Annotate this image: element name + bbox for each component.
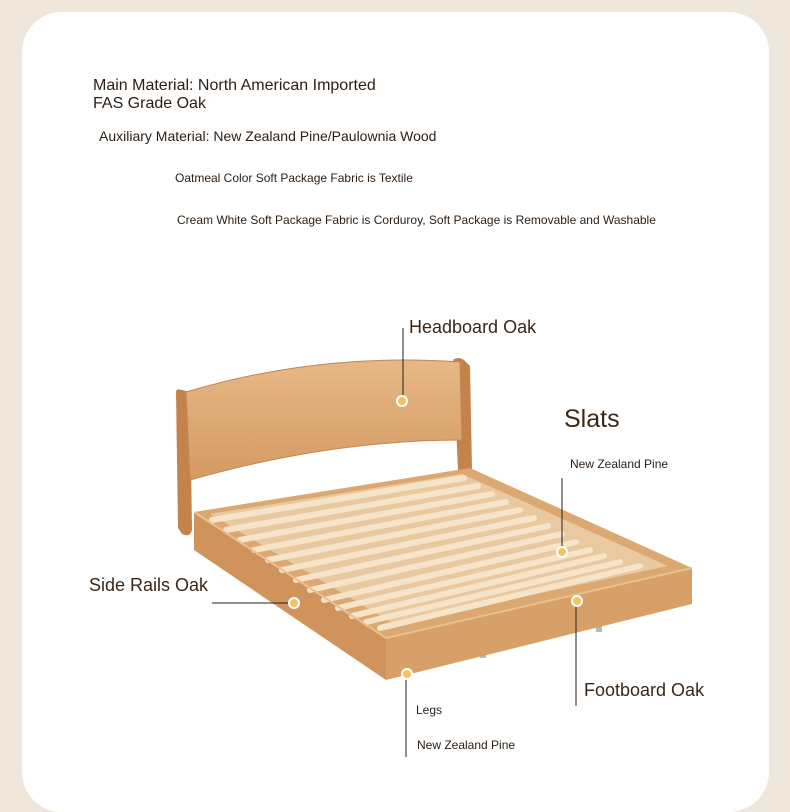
- auxiliary-material-text: Auxiliary Material: New Zealand Pine/Paulownia Wood: [99, 128, 437, 144]
- main-material-line-2: FAS Grade Oak: [93, 95, 206, 112]
- legs-label: Legs: [416, 703, 443, 717]
- side-rails-label: Side Rails Oak: [89, 575, 209, 595]
- headboard-panel: [186, 360, 462, 480]
- slats-label: Slats: [564, 405, 620, 433]
- footboard-label: Footboard Oak: [584, 680, 705, 700]
- legs-material-label: New Zealand Pine: [417, 738, 516, 752]
- main-material-line-1: Main Material: North American Imported: [93, 77, 376, 94]
- slats-material-label: New Zealand Pine: [570, 457, 669, 471]
- cream-fabric-note: Cream White Soft Package Fabric is Corduroy, Soft Package is Removable and Washable: [177, 213, 656, 227]
- oatmeal-fabric-note: Oatmeal Color Soft Package Fabric is Textile: [175, 171, 413, 185]
- headboard-label: Headboard Oak: [409, 317, 537, 337]
